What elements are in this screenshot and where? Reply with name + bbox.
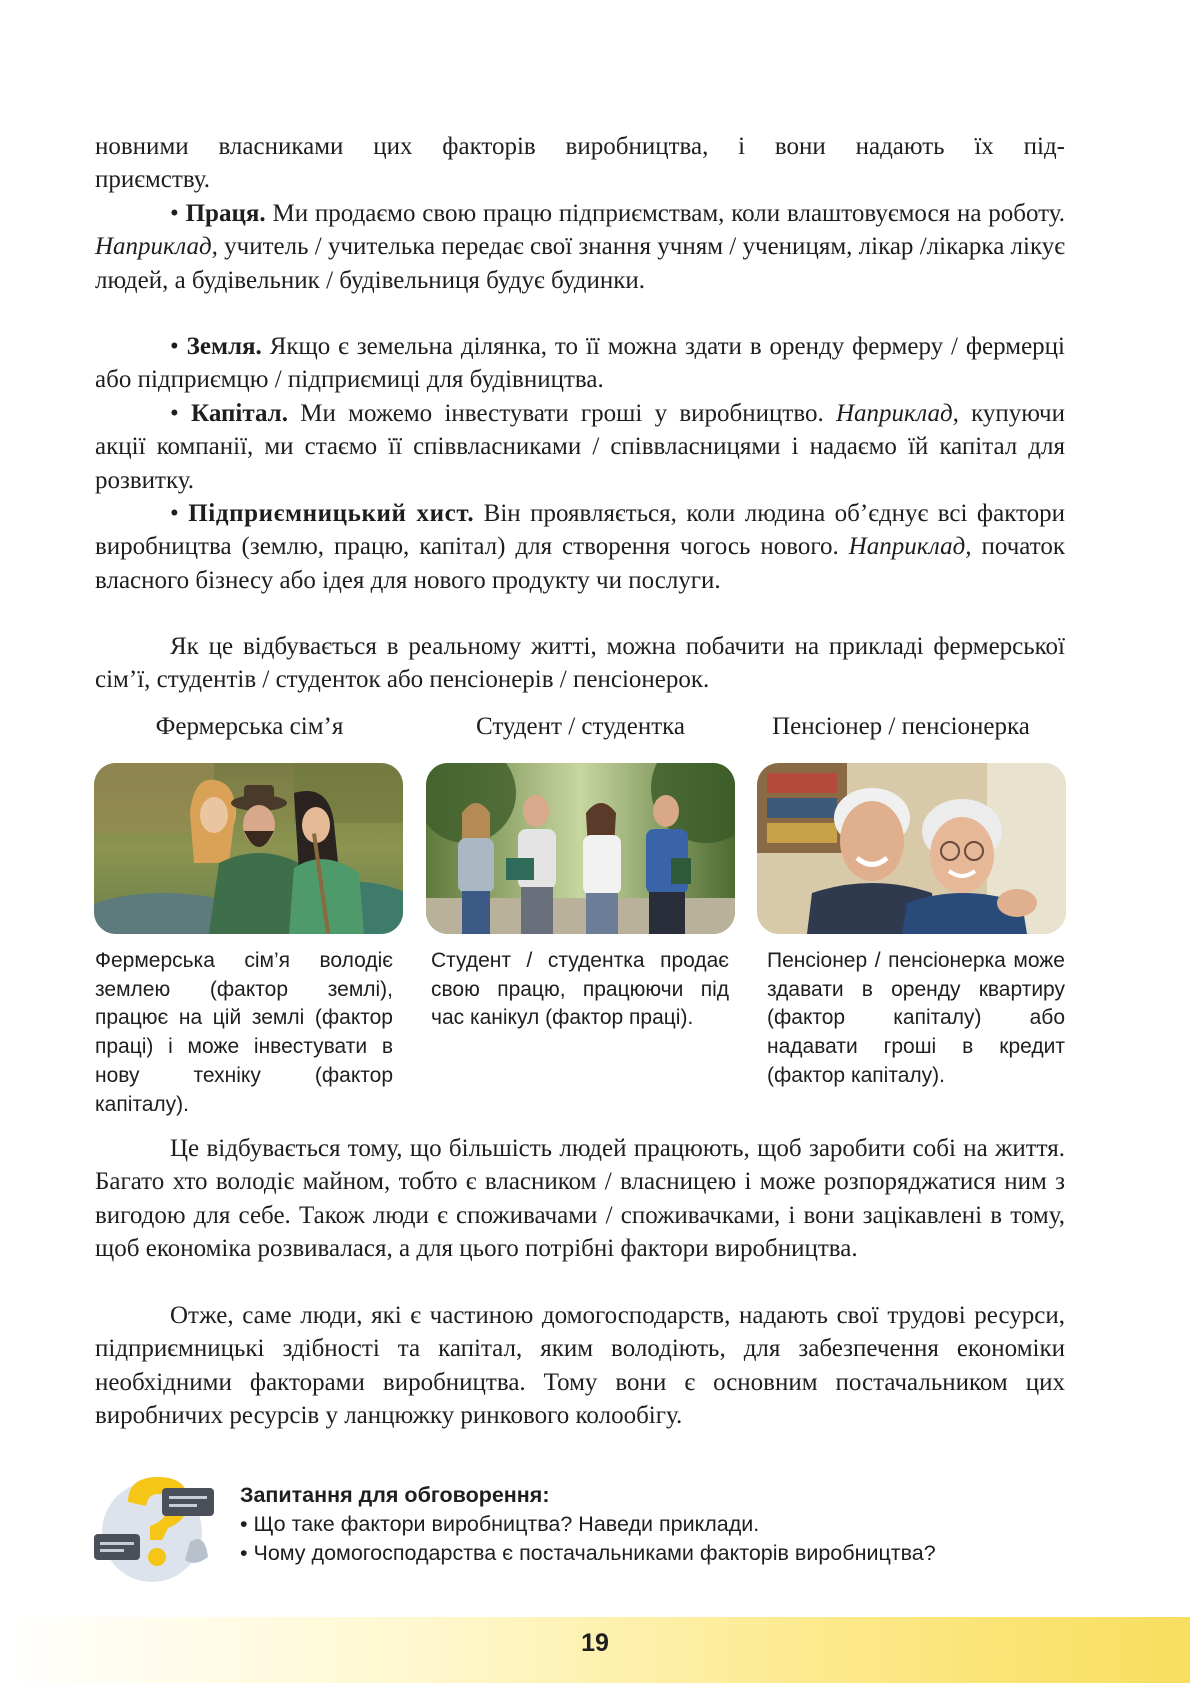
caption-student: Студент / студентка продає свою працю, працюючи під час канікул (фактор праці). [431,949,729,1030]
intro-line-1: новними власниками цих факторів виробництва, і вони надають їх під- [95,133,1065,160]
example-title-student: Студент / студентка [475,713,686,740]
factor-labour [95,197,1065,297]
factor-capital [95,397,1065,497]
example-label: Наприклад, [95,233,218,261]
example-title-pensioner: Пенсіонер / пенсіонерка [772,713,1030,740]
factor-land [95,330,1065,397]
farm-family-photo [94,763,403,934]
factor-term: Праця. [185,200,266,227]
intro-line-2: приємству. [95,166,211,194]
example-label: Наприклад, [836,400,959,427]
conclusion-paragraph-1: Це відбувається тому, що більшість людей працюють, щоб заробити собі на життя. Багато хто володіє майном, тобто є власником / власницею і може розпоряджатися ним з вигодою для себе. Також люди є споживачами / споживачками, і вони зацікавлені в тому, щоб економіка розвивалася, а для цього потрібні фактори виробництва. [95,1135,1065,1262]
factor-text: купуючи акції компанії, ми стаємо її співвласниками / співвласницями і надаємо їй капітал для розвитку. [95,400,1065,494]
discussion-icon [90,1472,220,1584]
students-photo [426,763,735,934]
factor-text: початок власного бізнесу або ідея для нового продукту чи послуги. [95,533,1065,594]
factor-entrepreneurship [95,497,1065,597]
caption-pensioner: Пенсіонер / пенсіонерка може здавати в оренду квартиру (фактор капіталу) або надавати гроші в кредит (фактор капіталу). [767,949,1065,1087]
example-title-farm-family: Фермерська сім’я [155,713,344,740]
conclusion-paragraph-2: Отже, саме люди, які є частиною домогосподарств, надають свої трудові ресурси, підприємницькі здібності та капітал, яким володіють, для забезпечення економіки необхідними факторами виробництва. Тому вони є основним постачальником цих виробничих ресурсів у ланцюжку ринкового колообігу. [95,1302,1065,1429]
discussion-question-1: • Що таке фактори виробництва? Наведи приклади. [240,1512,760,1536]
factor-text: Ми можемо інвестувати гроші у виробництво. [287,400,836,427]
discussion-title: Запитання для обговорення: [240,1483,550,1507]
factor-text: Ми продаємо свою працю підприємствам, коли влаштовуємося на роботу. [265,200,1065,227]
bullet: • [170,333,179,360]
discussion-question-2: • Чому домогосподарства є постачальниками факторів виробництва? [240,1541,936,1565]
factor-text: Якщо є земельна ділянка, то її можна здати в оренду фермеру / фермерці або підприємцю / підприємиці для будівництва. [95,333,1065,394]
factor-text: учитель / учителька передає свої знання учням / ученицям, лікар /лікарка лікує людей, а будівельник / будівельниця будує будинки. [95,233,1065,294]
transition-paragraph: Як це відбувається в реальному житті, можна побачити на прикладі фермерської сім’ї, студентів / студенток або пенсіонерів / пенсіонерок. [95,633,1065,694]
example-label: Наприклад, [848,533,972,561]
bullet: • [170,400,179,427]
factor-term: Капітал. [191,400,288,427]
pensioners-photo [757,763,1066,934]
caption-farm-family: Фермерська сім’я володіє землею (фактор землі), працює на цій землі (фактор праці) і може інвестувати в нову техніку (фактор капіталу). [95,949,393,1116]
bullet: • [170,500,179,527]
factor-text: Він проявляється, коли людина об’єднує всі фактори виробництва (землю, працю, капітал) для створення чогось нового. [95,500,1066,561]
factor-term: Підприємницький хист. [188,500,475,527]
page-number: 19 [581,1629,609,1657]
bullet: • [170,200,179,227]
intro-paragraph [95,130,1065,197]
factor-term: Земля. [186,333,262,360]
